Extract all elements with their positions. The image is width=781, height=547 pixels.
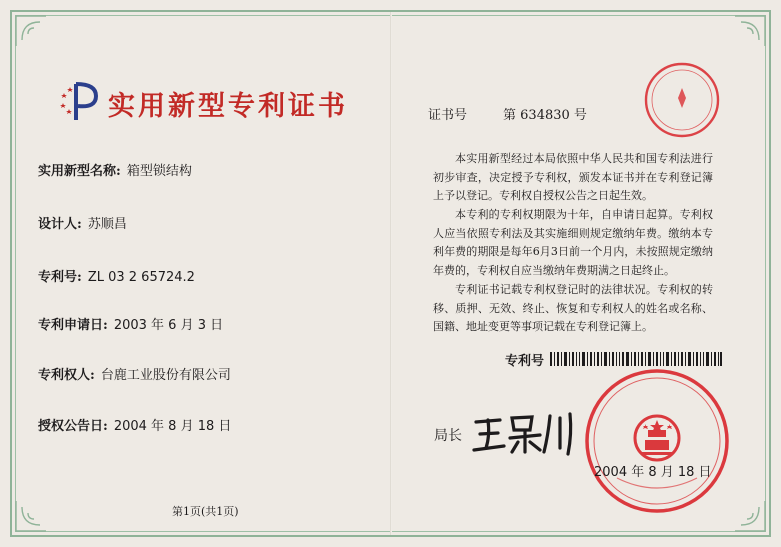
certificate-number-label: 证书号 (428, 108, 468, 123)
field-grant-date (38, 415, 231, 434)
certificate-title: 实用新型专利证书 (108, 91, 348, 122)
field-designer (38, 213, 127, 232)
tax-stamp-seal (642, 60, 722, 140)
certificate-number (428, 104, 587, 123)
field-value: 2004 年 8 月 18 日 (113, 419, 232, 434)
field-value: 台鹿工业股份有限公司 (100, 368, 231, 383)
director-label: 局长 (434, 428, 462, 444)
field-label: 实用新型名称: (38, 164, 121, 179)
statement-paragraph-3: 专利证书记载专利权登记时的法律状况。专利权的转移、质押、无效、终止、恢复和专利权人的姓名或名称、国籍、地址变更等事项记载在专利登记簿上。 (433, 283, 713, 333)
field-label: 专利号: (38, 270, 82, 285)
field-label: 授权公告日: (38, 419, 108, 434)
field-utility-model-name (38, 160, 192, 179)
issue-date: 2004 年 8 月 18 日 (594, 465, 712, 480)
field-label: 设计人: (38, 217, 82, 232)
field-label: 专利申请日: (38, 318, 108, 333)
field-patentee (38, 364, 231, 383)
certificate-number-value: 第 634830 号 (503, 108, 587, 123)
director-signature (470, 408, 580, 456)
corner-ornament-top-right (733, 14, 767, 48)
patent-barcode (550, 352, 722, 366)
field-patent-number (38, 266, 195, 285)
patent-office-logo-icon (56, 78, 100, 124)
statement-paragraph-1: 本实用新型经过本局依照中华人民共和国专利法进行初步审查，决定授予专利权，颁发本证书并在专利登记簿上予以登记。专利权自授权公告之日起生效。 (433, 152, 713, 202)
field-application-date (38, 314, 223, 333)
field-value: 苏顺昌 (87, 217, 127, 232)
page-number: 第1页(共1页) (172, 505, 239, 518)
corner-ornament-bottom-left (14, 499, 48, 533)
barcode-label: 专利号 (505, 354, 545, 369)
statement-paragraph-2: 本专利的专利权期限为十年，自申请日起算。专利权人应当依照专利法及其实施细则规定缴纳年费。缴纳本专利年费的期限是每年6月3日前一个月内，未按照规定缴纳年费的，专利权自应当缴纳年费期满之日起终止。 (433, 208, 713, 277)
center-fold (390, 12, 392, 535)
field-value: 2003 年 6 月 3 日 (113, 318, 224, 333)
field-label: 专利权人: (38, 368, 95, 383)
field-value: 箱型锁结构 (126, 164, 192, 179)
national-ip-office-seal (582, 366, 732, 516)
certificate-header (56, 78, 376, 124)
corner-ornament-top-left (14, 14, 48, 48)
corner-ornament-bottom-right (733, 499, 767, 533)
field-value: ZL 03 2 65724.2 (87, 270, 195, 285)
